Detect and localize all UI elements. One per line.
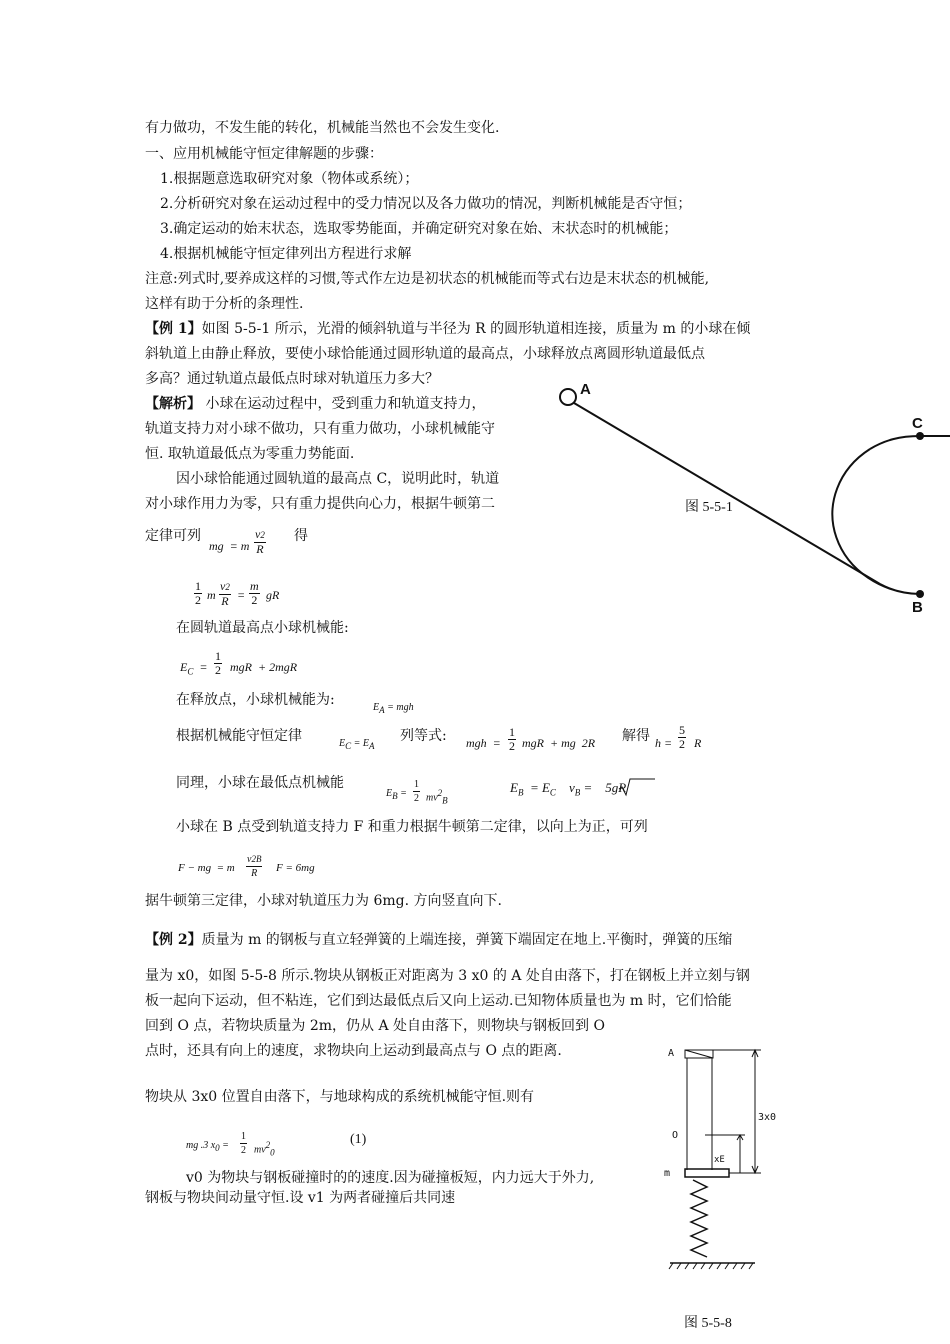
text-line: 恒. 取轨道最低点为零重力势能面. [145,446,355,462]
text-line: 斜轨道上由静止释放，要使小球恰能通过圆形轨道的最高点，小球释放点离圆形轨道最低点 [145,346,705,362]
label-m: m [664,1168,671,1179]
label-xe: xE [714,1155,725,1165]
text-line: 得 [294,528,308,544]
formula-equation: mgh = [466,736,501,750]
formula-eb: $E_B$ = [386,788,407,801]
ball [560,389,576,405]
example-tag: 【例 2】 [145,932,202,948]
text-line: v0 为物块与钢板碰撞时的的速度.因为碰撞板短，内力远大于外力, [186,1170,595,1186]
example-1-para [145,319,750,339]
formula-energy: $mv^2_0$ [254,1140,275,1158]
text-line: 对小球作用力为零，只有重力提供向心力，根据牛顿第二 [145,496,495,512]
text-line: 板一起向下运动，但不粘连，它们到达最低点后又向上运动.已知物体质量也为 m 时，它们恰能 [145,993,732,1009]
text-line: 因小球恰能通过圆轨道的最高点 C，说明此时，轨道 [176,471,500,487]
formula-result: h = [655,736,673,750]
text-line: 点时，还具有向上的速度，求物块向上运动到最高点与 O 点的距离. [145,1043,562,1059]
analysis-tag: 【解析】 [145,396,201,412]
formula-fraction: $\frac{1}{2}$ [241,1131,246,1156]
analysis-line [145,394,485,414]
text-line: 钢板与物块间动量守恒.设 v1 为两者碰撞后共同速 [145,1190,456,1206]
formula-fraction: $\frac{1}{2}$ [195,579,201,607]
text-line: 有力做功，不发生能的转化，机械能当然也不会发生变化. [145,120,500,136]
note-line: 这样有助于分析的条理性. [145,296,304,312]
formula-ea: $E_A$ = mgh [373,702,414,715]
text-line: 轨道支持力对小球不做功，只有重力做功，小球机械能守 [145,421,495,437]
text-line: 在圆轨道最高点小球机械能: [176,620,349,636]
label-a: A [668,1048,675,1059]
formula-fraction: $\frac{m}{2}$ [250,579,259,607]
formula-result: R [694,736,702,750]
formula-fraction: $\frac{1}{2}$ [215,649,221,677]
loop-track [832,449,920,594]
figure-caption: 图 5-5-1 [685,500,733,515]
analysis-text: 小球在运动过程中，受到重力和轨道支持力， [201,396,486,412]
text-line: 根据机械能守恒定律 [176,728,302,744]
text-line: 列等式: [400,728,447,744]
example-text: 如图 5-5-1 所示，光滑的倾斜轨道与半径为 R 的圆形轨道相连接，质量为 m 的小球在倾 [201,321,751,337]
incline-track [574,403,880,584]
formula-kinetic: = [237,588,246,602]
example-text: 质量为 m 的钢板与直立轻弹簧的上端连接，弹簧下端固定在地上.平衡时，弹簧的压缩 [201,932,733,948]
formula-kinetic: m [207,588,216,602]
track-diagram [540,374,950,634]
formula-conservation: $E_C = E_A$ [339,738,375,751]
step-3: 3.确定运动的始末状态，选取零势能面，并确定研究对象在始、末状态时的机械能； [160,221,678,237]
formula-eb: $mv^2_B$ [426,788,448,806]
sqrt-sign [617,777,657,797]
equation-number: (1) [350,1132,367,1147]
label-b: B [912,599,923,616]
text-line: 小球在 B 点受到轨道支持力 F 和重力根据牛顿第二定律，以向上为正，可列 [176,819,648,835]
text-line: 多高？通过轨道点最低点时球对轨道压力多大？ [145,371,439,387]
example-tag: 【例 1】 [145,321,202,337]
formula-kinetic: gR [266,588,280,602]
label-distance: 3x0 [758,1112,777,1123]
step-4: 4.根据机械能守恒定律列出方程进行求解 [160,246,412,262]
formula-energy: mg .3 $x_0$ = [186,1140,229,1153]
formula-newton: F = 6mg [276,862,315,874]
text-line: 同理，小球在最低点机械能 [176,775,344,791]
formula-equation: mgR + mg 2R [522,736,596,750]
point-b [916,590,924,598]
note-line: 注意:列式时,要养成这样的习惯,等式作左边是初状态的机械能而等式右边是末状态的机械能, [145,271,710,287]
text-line: 据牛顿第三定律，小球对轨道压力为 6mg. 方向竖直向下. [145,893,502,909]
label-a: A [580,381,591,398]
label-c: C [912,415,923,432]
text-line: 在释放点，小球机械能为: [176,692,335,708]
formula-eb-ec: $E_B = E_C$ $v_B$ = 5gR [510,780,627,798]
formula-fraction: $\frac{v2}{R}$ [220,579,230,608]
formula-fraction: $\frac{v2}{R}$ [255,527,265,556]
text-line: 回到 O 点，若物块质量为 2m，仍从 A 处自由落下，则物块与钢板回到 O [145,1018,605,1034]
step-2: 2.分析研究对象在运动过程中的受力情况以及各力做功的情况，判断机械能是否守恒； [160,196,692,212]
formula-newton: F − mg = m [178,862,235,874]
formula-fraction: $\frac{v2B}{R}$ [247,854,262,879]
text-line: 定律可列 [145,528,201,544]
formula-ec: $E_C$ = [180,660,208,677]
example-2-para [145,930,732,950]
figure-5-5-8 [665,1045,815,1275]
step-1: 1.根据题意选取研究对象（物体或系统）； [160,171,419,187]
label-o: O [672,1130,679,1141]
section-heading: 一、应用机械能守恒定律解题的步骤： [145,146,383,162]
text-line: 量为 x0，如图 5-5-8 所示.物块从钢板正对距离为 3 x0 的 A 处自由落下，打在钢板上并立刻与钢 [145,968,750,984]
formula-fraction: $\frac{1}{2}$ [509,725,515,753]
text-line: 解得 [622,728,650,744]
formula-fraction: $\frac{5}{2}$ [679,723,685,751]
figure-caption: 图 5-5-8 [684,1316,732,1331]
text-line: 物块从 3x0 位置自由落下，与地球构成的系统机械能守恒.则有 [145,1089,535,1105]
formula-fraction: $\frac{1}{2}$ [414,779,419,804]
formula-centripetal: mg = m [209,539,250,553]
formula-ec: mgR + 2mgR [230,660,298,674]
